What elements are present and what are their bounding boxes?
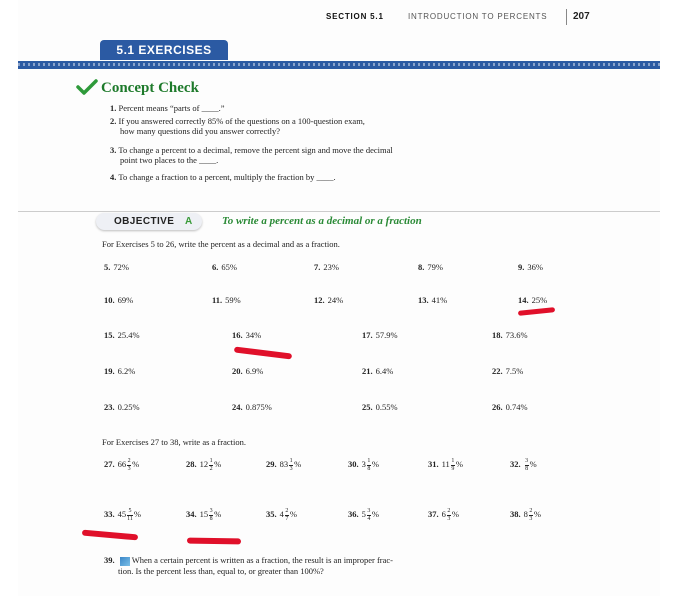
fraction-exercise-item: [186, 458, 221, 472]
denominator: 8: [367, 465, 371, 472]
percent-sign: %: [132, 458, 140, 469]
exercise-number: 25.: [362, 402, 373, 412]
fraction: [209, 508, 213, 522]
concept-item-4: [110, 172, 336, 182]
fraction: [451, 458, 455, 472]
exercise-number: 26.: [492, 402, 503, 412]
exercise-percent: 65%: [221, 262, 237, 272]
fraction-exercise-item: [348, 458, 379, 472]
concept-item-number: 2.: [110, 116, 117, 126]
exercise-number: 39.: [104, 555, 115, 565]
mixed-whole: 3: [361, 458, 366, 469]
concept-item-text: how many questions did you answer correctly?: [120, 126, 281, 136]
fraction: [289, 458, 293, 472]
exercises-tab: 5.1 EXERCISES: [100, 40, 228, 60]
numerator: 1: [451, 458, 455, 464]
exercise-number: 27.: [104, 458, 115, 469]
exercise-percent: 59%: [225, 295, 241, 305]
exercise-percent: 7.5%: [505, 366, 524, 376]
writing-exercise-icon: [120, 557, 130, 566]
exercise-number: 14.: [518, 295, 529, 305]
exercise-percent: 36%: [527, 262, 543, 272]
exercise-percent: 41%: [431, 295, 448, 305]
percent-sign: %: [294, 458, 302, 469]
exercise-item: [418, 262, 443, 272]
exercise-item: [104, 330, 140, 340]
exercise-item: [314, 295, 343, 305]
exercise-number: 6.: [212, 262, 219, 272]
exercise-item: [362, 330, 398, 340]
exercise-item: [104, 366, 135, 376]
section-label: SECTION 5.1: [326, 12, 384, 21]
exercise-percent: 79%: [427, 262, 443, 272]
percent-sign: %: [371, 458, 379, 469]
numerator: 3: [209, 508, 213, 514]
exercise-item: [492, 330, 528, 340]
exercise-percent: 6.9%: [245, 366, 264, 376]
exercise-number: 5.: [104, 262, 111, 272]
exercise-percent: 25.4%: [117, 330, 140, 340]
exercise-percent: 24%: [327, 295, 344, 305]
numerator: 2: [529, 508, 533, 514]
exercise-number: 24.: [232, 402, 243, 412]
concept-item-text: To change a fraction to a percent, multiply the fraction by ____.: [118, 172, 336, 182]
red-marker-stroke: [187, 538, 241, 545]
mixed-whole: 8: [523, 508, 528, 519]
fraction: [285, 508, 289, 522]
page-number: 207: [573, 11, 590, 22]
exercise-item: [518, 295, 547, 305]
exercise-number: 20.: [232, 366, 243, 376]
fraction-exercise-item: [186, 508, 221, 522]
concept-item-text: point two places to the ____.: [120, 155, 219, 165]
exercise-number: 34.: [186, 508, 197, 519]
exercise-item: [104, 295, 133, 305]
concept-item-text: If you answered correctly 85% of the questions on a 100-question exam,: [118, 116, 365, 126]
exercise-number: 7.: [314, 262, 321, 272]
numerator: 1: [367, 458, 371, 464]
mixed-whole: 12: [199, 458, 209, 469]
exercise-number: 29.: [266, 458, 277, 469]
mixed-whole: 45: [117, 508, 127, 519]
concept-item-number: 1.: [110, 103, 117, 113]
percent-sign: %: [214, 508, 222, 519]
section-band-pattern: [18, 63, 660, 66]
percent-sign: %: [455, 458, 463, 469]
fraction: [447, 508, 451, 522]
concept-item-3: [110, 145, 393, 165]
exercise-percent: 34%: [245, 330, 262, 340]
exercise-percent: 73.6%: [505, 330, 528, 340]
mixed-whole: 11: [441, 458, 450, 469]
exercise-number: 12.: [314, 295, 325, 305]
exercise-number: 31.: [428, 458, 439, 469]
numerator: 1: [209, 458, 213, 464]
fraction-exercise-item: [510, 508, 541, 522]
mixed-whole: 15: [199, 508, 209, 519]
exercise-percent: 69%: [117, 295, 134, 305]
exercise-item: [492, 366, 523, 376]
mixed-whole: 4: [279, 508, 284, 519]
percent-sign: %: [529, 458, 537, 469]
exercise-item: [104, 262, 129, 272]
exercise-number: 36.: [348, 508, 359, 519]
exercise-number: 11.: [212, 295, 223, 305]
percent-sign: %: [133, 508, 141, 519]
exercise-item: [232, 402, 272, 412]
exercise-percent: 0.74%: [505, 402, 528, 412]
exercise-item: [418, 295, 447, 305]
exercise-number: 10.: [104, 295, 115, 305]
exercise-percent: 6.2%: [117, 366, 136, 376]
exercise-percent: 57.9%: [375, 330, 398, 340]
exercise-number: 8.: [418, 262, 425, 272]
numerator: 3: [525, 458, 529, 464]
exercise-number: 9.: [518, 262, 525, 272]
exercise-item: [212, 262, 237, 272]
denominator: 3: [447, 515, 451, 522]
mixed-whole: 83: [279, 458, 289, 469]
exercise-percent: 25%: [531, 295, 548, 305]
exercise-percent: 72%: [113, 262, 129, 272]
numerator: 2: [127, 458, 131, 464]
denominator: 4: [367, 515, 371, 522]
concept-check-title: Concept Check: [101, 80, 199, 96]
exercise-percent: 0.25%: [117, 402, 140, 412]
concept-item-text: Percent means “parts of ____.”: [118, 103, 225, 113]
denominator: 8: [209, 515, 213, 522]
concept-item-2: [110, 116, 365, 136]
denominator: 3: [529, 515, 533, 522]
fraction-exercise-item: [104, 508, 141, 522]
exercise-number: 35.: [266, 508, 277, 519]
percent-sign: %: [533, 508, 541, 519]
fraction-exercise-item: [428, 458, 463, 472]
red-marker-stroke: [518, 307, 555, 316]
exercise-number: 38.: [510, 508, 521, 519]
exercise-number: 28.: [186, 458, 197, 469]
exercise-item: [492, 402, 528, 412]
fraction-exercise-item: [266, 458, 301, 472]
fraction: [127, 458, 131, 472]
section-title: INTRODUCTION TO PERCENTS: [408, 12, 548, 21]
denominator: 9: [451, 465, 455, 472]
denominator: 2: [209, 465, 213, 472]
fraction-exercise-item: [266, 508, 297, 522]
fraction-exercise-item: [428, 508, 459, 522]
numerator: 1: [289, 458, 293, 464]
numerator: 5: [128, 508, 132, 514]
exercise-number: 16.: [232, 330, 243, 340]
checkmark-icon: [76, 79, 98, 100]
exercise-number: 37.: [428, 508, 439, 519]
exercise-number: 15.: [104, 330, 115, 340]
objective-rule: [18, 211, 660, 212]
mixed-whole: 66: [117, 458, 127, 469]
fraction: [209, 458, 213, 472]
concept-item-text: To change a percent to a decimal, remove the percent sign and move the decimal: [118, 145, 393, 155]
fraction-exercise-item: [348, 508, 379, 522]
percent-sign: %: [289, 508, 297, 519]
exercise-item: [212, 295, 241, 305]
percent-sign: %: [214, 458, 222, 469]
fraction-exercise-item: [104, 458, 139, 472]
exercise-39: [104, 555, 393, 577]
fraction: [127, 508, 133, 522]
exercise-item: [232, 330, 261, 340]
denominator: 8: [525, 465, 529, 472]
exercise-number: 13.: [418, 295, 429, 305]
numerator: 3: [367, 508, 371, 514]
exercise-item: [362, 366, 393, 376]
fraction: [367, 508, 371, 522]
percent-sign: %: [371, 508, 379, 519]
instructions-fraction: For Exercises 27 to 38, write as a fraction.: [102, 437, 246, 447]
exercise-percent: 23%: [323, 262, 339, 272]
concept-item-1: [110, 103, 224, 113]
objective-title: To write a percent as a decimal or a fraction: [222, 215, 422, 227]
objective-label: OBJECTIVE: [114, 216, 175, 227]
textbook-page: [18, 0, 660, 596]
red-marker-stroke: [82, 530, 138, 541]
exercise-number: 18.: [492, 330, 503, 340]
instructions-decimal: For Exercises 5 to 26, write the percent as a decimal and as a fraction.: [102, 239, 340, 249]
fraction: [367, 458, 371, 472]
denominator: 3: [127, 465, 131, 472]
header-divider: [566, 9, 567, 25]
denominator: 7: [285, 515, 289, 522]
exercise-item: [362, 402, 398, 412]
exercise-percent: 6.4%: [375, 366, 394, 376]
exercise-39-text: tion. Is the percent less than, equal to, or greater than 100%?: [118, 566, 324, 576]
percent-sign: %: [451, 508, 459, 519]
exercise-percent: 0.875%: [245, 402, 272, 412]
exercise-number: 21.: [362, 366, 373, 376]
exercise-percent: 0.55%: [375, 402, 398, 412]
numerator: 2: [285, 508, 289, 514]
mixed-whole: 5: [361, 508, 366, 519]
concept-item-number: 3.: [110, 145, 117, 155]
exercise-number: 23.: [104, 402, 115, 412]
exercise-number: 33.: [104, 508, 115, 519]
exercise-item: [314, 262, 339, 272]
fraction: [525, 458, 529, 472]
denominator: 3: [289, 465, 293, 472]
concept-item-number: 4.: [110, 172, 117, 182]
exercise-number: 32.: [510, 458, 521, 469]
red-marker-stroke: [234, 346, 292, 359]
exercise-item: [104, 402, 140, 412]
exercise-item: [232, 366, 263, 376]
exercise-number: 19.: [104, 366, 115, 376]
fraction: [529, 508, 533, 522]
exercise-number: 17.: [362, 330, 373, 340]
exercise-39-text: When a certain percent is written as a fraction, the result is an improper frac-: [131, 555, 394, 565]
numerator: 2: [447, 508, 451, 514]
objective-letter: A: [185, 216, 193, 227]
fraction-exercise-item: [510, 458, 537, 472]
denominator: 11: [127, 515, 133, 522]
exercise-number: 30.: [348, 458, 359, 469]
exercise-item: [518, 262, 543, 272]
mixed-whole: 6: [441, 508, 446, 519]
exercise-number: 22.: [492, 366, 503, 376]
